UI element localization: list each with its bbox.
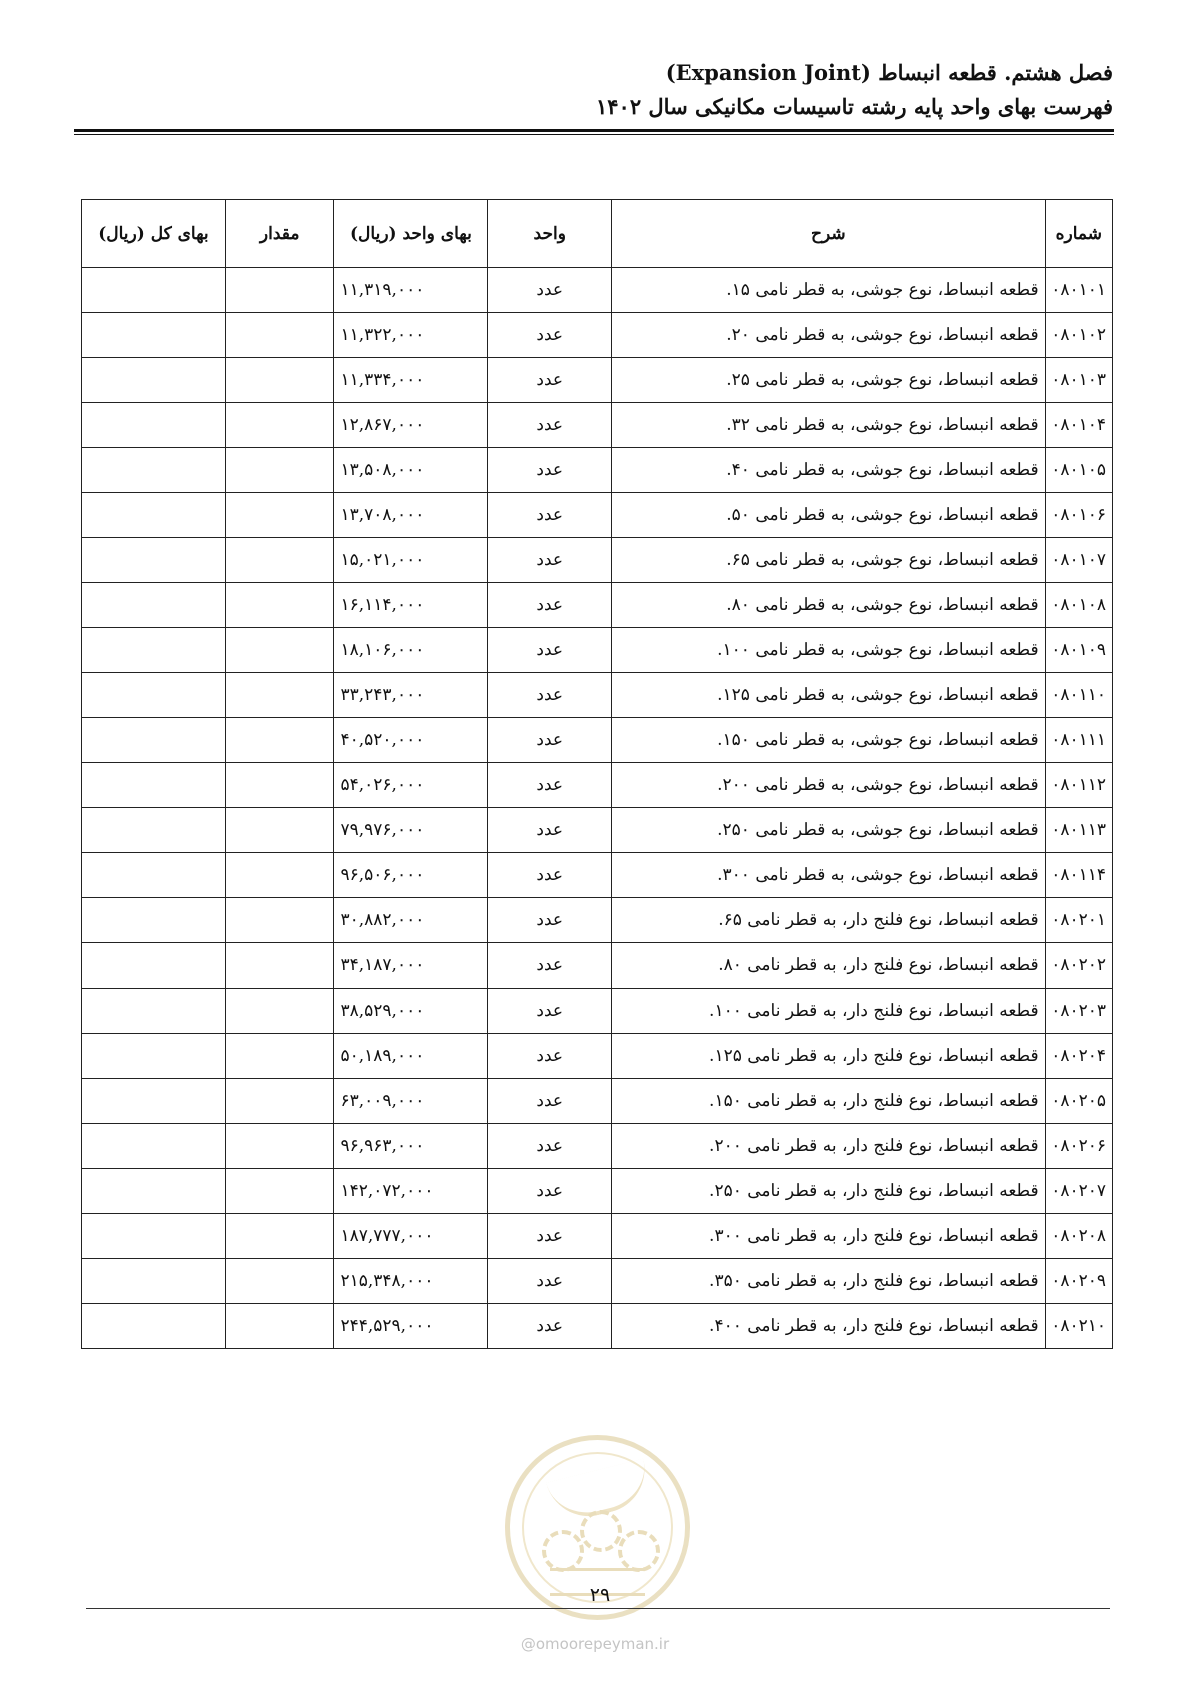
row-description: قطعه انبساط، نوع جوشی، به قطر نامی ۸۰. bbox=[612, 583, 1046, 628]
row-description: قطعه انبساط، نوع فلنج دار، به قطر نامی ۳۵۰. bbox=[612, 1258, 1046, 1303]
row-quantity bbox=[225, 763, 334, 808]
row-quantity bbox=[225, 808, 334, 853]
row-number: ۰۸۰۱۰۱ bbox=[1045, 268, 1112, 313]
row-number: ۰۸۰۱۱۰ bbox=[1045, 673, 1112, 718]
row-total-price bbox=[82, 673, 226, 718]
row-unit: عدد bbox=[488, 808, 612, 853]
row-unit-price: ۹۶,۹۶۳,۰۰۰ bbox=[334, 1123, 488, 1168]
row-number: ۰۸۰۱۰۷ bbox=[1045, 538, 1112, 583]
row-unit: عدد bbox=[488, 1258, 612, 1303]
row-number: ۰۸۰۱۱۲ bbox=[1045, 763, 1112, 808]
row-quantity bbox=[225, 448, 334, 493]
header-rule-thin bbox=[74, 134, 1114, 135]
header-unit-price: بهای واحد (ریال) bbox=[334, 200, 488, 268]
row-total-price bbox=[82, 1123, 226, 1168]
row-total-price bbox=[82, 628, 226, 673]
row-description: قطعه انبساط، نوع جوشی، به قطر نامی ۱۲۵. bbox=[612, 673, 1046, 718]
row-unit-price: ۳۴,۱۸۷,۰۰۰ bbox=[334, 943, 488, 988]
website-watermark: @omoorepeyman.ir bbox=[520, 1635, 670, 1653]
gear-icon bbox=[580, 1510, 622, 1552]
row-description: قطعه انبساط، نوع جوشی، به قطر نامی ۲۵. bbox=[612, 358, 1046, 403]
row-unit: عدد bbox=[488, 583, 612, 628]
table-row bbox=[82, 988, 1113, 1033]
row-unit: عدد bbox=[488, 628, 612, 673]
row-unit: عدد bbox=[488, 268, 612, 313]
footer-rule bbox=[86, 1608, 1110, 1609]
row-unit-price: ۱۸,۱۰۶,۰۰۰ bbox=[334, 628, 488, 673]
table-row bbox=[82, 313, 1113, 358]
row-unit-price: ۲۱۵,۳۴۸,۰۰۰ bbox=[334, 1258, 488, 1303]
table-row bbox=[82, 628, 1113, 673]
page-header bbox=[75, 56, 1113, 124]
table-row bbox=[82, 673, 1113, 718]
price-table bbox=[81, 199, 1113, 1349]
row-number: ۰۸۰۲۰۵ bbox=[1045, 1078, 1112, 1123]
row-number: ۰۸۰۲۱۰ bbox=[1045, 1303, 1112, 1348]
row-quantity bbox=[225, 1033, 334, 1078]
row-total-price bbox=[82, 313, 226, 358]
row-description: قطعه انبساط، نوع فلنج دار، به قطر نامی ۲۰۰. bbox=[612, 1123, 1046, 1168]
table-row bbox=[82, 1168, 1113, 1213]
row-total-price bbox=[82, 808, 226, 853]
row-total-price bbox=[82, 943, 226, 988]
row-quantity bbox=[225, 1168, 334, 1213]
row-unit-price: ۵۴,۰۲۶,۰۰۰ bbox=[334, 763, 488, 808]
row-unit: عدد bbox=[488, 313, 612, 358]
row-number: ۰۸۰۱۰۴ bbox=[1045, 403, 1112, 448]
row-unit: عدد bbox=[488, 943, 612, 988]
row-unit: عدد bbox=[488, 1123, 612, 1168]
header-description: شرح bbox=[612, 200, 1046, 268]
row-quantity bbox=[225, 1213, 334, 1258]
row-quantity bbox=[225, 1303, 334, 1348]
row-number: ۰۸۰۱۰۲ bbox=[1045, 313, 1112, 358]
row-unit: عدد bbox=[488, 403, 612, 448]
row-total-price bbox=[82, 403, 226, 448]
row-unit-price: ۱۴۲,۰۷۲,۰۰۰ bbox=[334, 1168, 488, 1213]
document-title: فهرست بهای واحد پایه رشته تاسیسات مکانیکی سال ۱۴۰۲ bbox=[595, 94, 1113, 119]
row-description: قطعه انبساط، نوع جوشی، به قطر نامی ۳۲. bbox=[612, 403, 1046, 448]
row-unit-price: ۷۹,۹۷۶,۰۰۰ bbox=[334, 808, 488, 853]
row-number: ۰۸۰۲۰۶ bbox=[1045, 1123, 1112, 1168]
row-unit-price: ۱۸۷,۷۷۷,۰۰۰ bbox=[334, 1213, 488, 1258]
row-quantity bbox=[225, 493, 334, 538]
gear-icon bbox=[542, 1530, 584, 1572]
row-total-price bbox=[82, 763, 226, 808]
row-unit: عدد bbox=[488, 448, 612, 493]
row-unit-price: ۹۶,۵۰۶,۰۰۰ bbox=[334, 853, 488, 898]
row-unit-price: ۱۵,۰۲۱,۰۰۰ bbox=[334, 538, 488, 583]
table-header-row bbox=[82, 200, 1113, 268]
row-total-price bbox=[82, 538, 226, 583]
row-quantity bbox=[225, 538, 334, 583]
row-unit: عدد bbox=[488, 493, 612, 538]
row-quantity bbox=[225, 268, 334, 313]
row-unit: عدد bbox=[488, 1303, 612, 1348]
table-row bbox=[82, 898, 1113, 943]
row-unit: عدد bbox=[488, 1168, 612, 1213]
row-total-price bbox=[82, 358, 226, 403]
table-row bbox=[82, 493, 1113, 538]
row-total-price bbox=[82, 1078, 226, 1123]
table-row bbox=[82, 808, 1113, 853]
row-description: قطعه انبساط، نوع فلنج دار، به قطر نامی ۱۰۰. bbox=[612, 988, 1046, 1033]
row-number: ۰۸۰۲۰۲ bbox=[1045, 943, 1112, 988]
row-quantity bbox=[225, 1123, 334, 1168]
table-row bbox=[82, 358, 1113, 403]
row-total-price bbox=[82, 988, 226, 1033]
table-row bbox=[82, 718, 1113, 763]
table-row bbox=[82, 853, 1113, 898]
row-number: ۰۸۰۲۰۹ bbox=[1045, 1258, 1112, 1303]
table-row bbox=[82, 1258, 1113, 1303]
row-unit-price: ۱۱,۳۳۴,۰۰۰ bbox=[334, 358, 488, 403]
table-row bbox=[82, 1213, 1113, 1258]
chapter-title: فصل هشتم. قطعه انبساط (Expansion Joint) bbox=[665, 60, 1113, 85]
row-number: ۰۸۰۱۰۸ bbox=[1045, 583, 1112, 628]
row-total-price bbox=[82, 1033, 226, 1078]
row-total-price bbox=[82, 718, 226, 763]
row-description: قطعه انبساط، نوع جوشی، به قطر نامی ۳۰۰. bbox=[612, 853, 1046, 898]
row-number: ۰۸۰۲۰۸ bbox=[1045, 1213, 1112, 1258]
row-number: ۰۸۰۱۰۶ bbox=[1045, 493, 1112, 538]
row-quantity bbox=[225, 583, 334, 628]
row-quantity bbox=[225, 358, 334, 403]
table-row bbox=[82, 403, 1113, 448]
row-unit: عدد bbox=[488, 1033, 612, 1078]
row-unit: عدد bbox=[488, 1213, 612, 1258]
row-description: قطعه انبساط، نوع جوشی، به قطر نامی ۱۰۰. bbox=[612, 628, 1046, 673]
row-total-price bbox=[82, 898, 226, 943]
table-row bbox=[82, 1303, 1113, 1348]
row-quantity bbox=[225, 673, 334, 718]
row-description: قطعه انبساط، نوع فلنج دار، به قطر نامی ۴۰۰. bbox=[612, 1303, 1046, 1348]
table-row bbox=[82, 943, 1113, 988]
row-description: قطعه انبساط، نوع جوشی، به قطر نامی ۱۵. bbox=[612, 268, 1046, 313]
row-description: قطعه انبساط، نوع جوشی، به قطر نامی ۲۰. bbox=[612, 313, 1046, 358]
row-quantity bbox=[225, 898, 334, 943]
row-quantity bbox=[225, 853, 334, 898]
row-description: قطعه انبساط، نوع فلنج دار، به قطر نامی ۶۵. bbox=[612, 898, 1046, 943]
row-unit-price: ۲۴۴,۵۲۹,۰۰۰ bbox=[334, 1303, 488, 1348]
header-total-price: بهای کل (ریال) bbox=[82, 200, 226, 268]
row-unit-price: ۳۸,۵۲۹,۰۰۰ bbox=[334, 988, 488, 1033]
row-number: ۰۸۰۱۰۵ bbox=[1045, 448, 1112, 493]
row-total-price bbox=[82, 853, 226, 898]
row-number: ۰۸۰۱۱۳ bbox=[1045, 808, 1112, 853]
row-unit-price: ۱۲,۸۶۷,۰۰۰ bbox=[334, 403, 488, 448]
header-unit: واحد bbox=[488, 200, 612, 268]
row-description: قطعه انبساط، نوع جوشی، به قطر نامی ۴۰. bbox=[612, 448, 1046, 493]
row-unit-price: ۴۰,۵۲۰,۰۰۰ bbox=[334, 718, 488, 763]
row-quantity bbox=[225, 1258, 334, 1303]
table-row bbox=[82, 583, 1113, 628]
row-description: قطعه انبساط، نوع جوشی، به قطر نامی ۲۵۰. bbox=[612, 808, 1046, 853]
row-unit-price: ۶۳,۰۰۹,۰۰۰ bbox=[334, 1078, 488, 1123]
header-rule-thick bbox=[74, 129, 1114, 132]
table-row bbox=[82, 1033, 1113, 1078]
row-unit: عدد bbox=[488, 988, 612, 1033]
row-unit-price: ۱۳,۷۰۸,۰۰۰ bbox=[334, 493, 488, 538]
table-row bbox=[82, 763, 1113, 808]
row-unit-price: ۱۱,۳۱۹,۰۰۰ bbox=[334, 268, 488, 313]
row-number: ۰۸۰۱۰۳ bbox=[1045, 358, 1112, 403]
row-unit: عدد bbox=[488, 538, 612, 583]
row-description: قطعه انبساط، نوع جوشی، به قطر نامی ۱۵۰. bbox=[612, 718, 1046, 763]
row-number: ۰۸۰۱۰۹ bbox=[1045, 628, 1112, 673]
row-unit: عدد bbox=[488, 718, 612, 763]
row-quantity bbox=[225, 628, 334, 673]
table-row bbox=[82, 1078, 1113, 1123]
row-unit: عدد bbox=[488, 1078, 612, 1123]
row-total-price bbox=[82, 1213, 226, 1258]
row-number: ۰۸۰۱۱۴ bbox=[1045, 853, 1112, 898]
row-quantity bbox=[225, 718, 334, 763]
row-unit-price: ۱۳,۵۰۸,۰۰۰ bbox=[334, 448, 488, 493]
table-row bbox=[82, 538, 1113, 583]
row-total-price bbox=[82, 1258, 226, 1303]
row-total-price bbox=[82, 268, 226, 313]
row-unit-price: ۳۰,۸۸۲,۰۰۰ bbox=[334, 898, 488, 943]
row-unit-price: ۱۶,۱۱۴,۰۰۰ bbox=[334, 583, 488, 628]
row-quantity bbox=[225, 988, 334, 1033]
row-description: قطعه انبساط، نوع فلنج دار، به قطر نامی ۲۵۰. bbox=[612, 1168, 1046, 1213]
row-number: ۰۸۰۲۰۳ bbox=[1045, 988, 1112, 1033]
row-quantity bbox=[225, 313, 334, 358]
table-row bbox=[82, 268, 1113, 313]
row-description: قطعه انبساط، نوع فلنج دار، به قطر نامی ۱۲۵. bbox=[612, 1033, 1046, 1078]
row-total-price bbox=[82, 493, 226, 538]
row-total-price bbox=[82, 448, 226, 493]
row-description: قطعه انبساط، نوع فلنج دار، به قطر نامی ۱۵۰. bbox=[612, 1078, 1046, 1123]
row-unit: عدد bbox=[488, 673, 612, 718]
row-number: ۰۸۰۱۱۱ bbox=[1045, 718, 1112, 763]
row-description: قطعه انبساط، نوع جوشی، به قطر نامی ۵۰. bbox=[612, 493, 1046, 538]
row-description: قطعه انبساط، نوع فلنج دار، به قطر نامی ۳۰۰. bbox=[612, 1213, 1046, 1258]
row-quantity bbox=[225, 403, 334, 448]
row-number: ۰۸۰۲۰۱ bbox=[1045, 898, 1112, 943]
row-unit: عدد bbox=[488, 898, 612, 943]
row-description: قطعه انبساط، نوع جوشی، به قطر نامی ۶۵. bbox=[612, 538, 1046, 583]
row-number: ۰۸۰۲۰۴ bbox=[1045, 1033, 1112, 1078]
row-unit: عدد bbox=[488, 853, 612, 898]
header-number: شماره bbox=[1045, 200, 1112, 268]
row-description: قطعه انبساط، نوع فلنج دار، به قطر نامی ۸۰. bbox=[612, 943, 1046, 988]
row-total-price bbox=[82, 1303, 226, 1348]
row-unit-price: ۱۱,۳۲۲,۰۰۰ bbox=[334, 313, 488, 358]
row-unit: عدد bbox=[488, 763, 612, 808]
header-quantity: مقدار bbox=[225, 200, 334, 268]
row-quantity bbox=[225, 1078, 334, 1123]
row-description: قطعه انبساط، نوع جوشی، به قطر نامی ۲۰۰. bbox=[612, 763, 1046, 808]
row-unit-price: ۳۳,۲۴۳,۰۰۰ bbox=[334, 673, 488, 718]
table-row bbox=[82, 448, 1113, 493]
row-quantity bbox=[225, 943, 334, 988]
row-total-price bbox=[82, 1168, 226, 1213]
row-total-price bbox=[82, 583, 226, 628]
page-number: ۲۹ bbox=[589, 1584, 611, 1606]
row-number: ۰۸۰۲۰۷ bbox=[1045, 1168, 1112, 1213]
table-row bbox=[82, 1123, 1113, 1168]
gear-icon bbox=[618, 1530, 660, 1572]
row-unit: عدد bbox=[488, 358, 612, 403]
row-unit-price: ۵۰,۱۸۹,۰۰۰ bbox=[334, 1033, 488, 1078]
